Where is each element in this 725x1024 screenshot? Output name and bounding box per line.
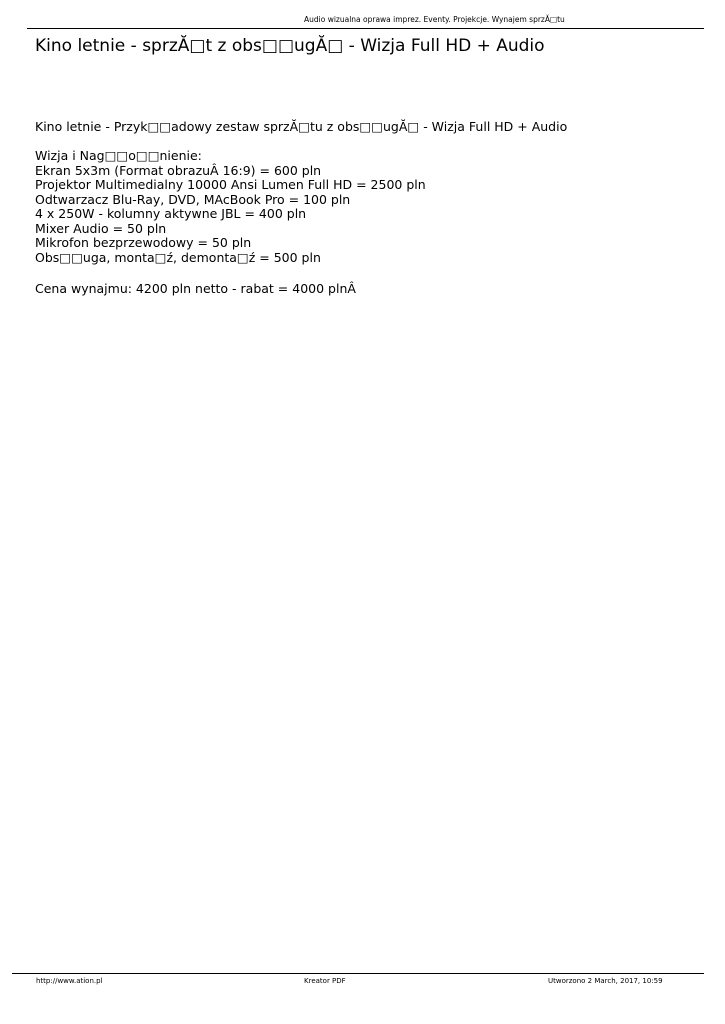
- equipment-item-microphone: Mikrofon bezprzewodowy = 50 pln: [35, 235, 252, 250]
- equipment-heading: Wizja i Nag□□o□□nienie:: [35, 148, 202, 163]
- rental-price: Cena wynajmu: 4200 pln netto - rabat = 4000 plnÂ: [35, 281, 356, 296]
- equipment-item-projector: Projektor Multimedialny 10000 Ansi Lumen Full HD = 2500 pln: [35, 177, 426, 192]
- equipment-item-mixer: Mixer Audio = 50 pln: [35, 220, 167, 236]
- intro-paragraph: Kino letnie - Przyk□□adowy zestaw sprzĂ□tu z obs□□ugĂ□ - Wizja Full HD + Audio: [35, 119, 568, 134]
- page-header-text: Audio wizualna oprawa imprez. Eventy. Projekcje. Wynajem sprzĂ□tu: [304, 15, 565, 24]
- equipment-item-speakers: 4 x 250W - kolumny aktywne JBL = 400 pln: [35, 206, 307, 221]
- footer-divider: [12, 973, 704, 974]
- equipment-list: [35, 149, 426, 265]
- header-divider: [27, 28, 704, 29]
- equipment-item-player: Odtwarzacz Blu-Ray, DVD, MAcBook Pro = 100 pln: [35, 191, 351, 207]
- document-title: Kino letnie - sprzĂ□t z obs□□ugĂ□ - Wizja Full HD + Audio: [35, 36, 545, 56]
- footer-creator: Kreator PDF: [304, 977, 346, 985]
- footer-url-link[interactable]: http://www.ation.pl: [36, 977, 103, 985]
- footer-created-date: Utworzono 2 March, 2017, 10:59: [548, 977, 663, 985]
- equipment-item-service: Obs□□uga, monta□ź, demonta□ź = 500 pln: [35, 249, 321, 265]
- equipment-item-screen: Ekran 5x3m (Format obrazuÂ 16:9) = 600 pln: [35, 162, 322, 178]
